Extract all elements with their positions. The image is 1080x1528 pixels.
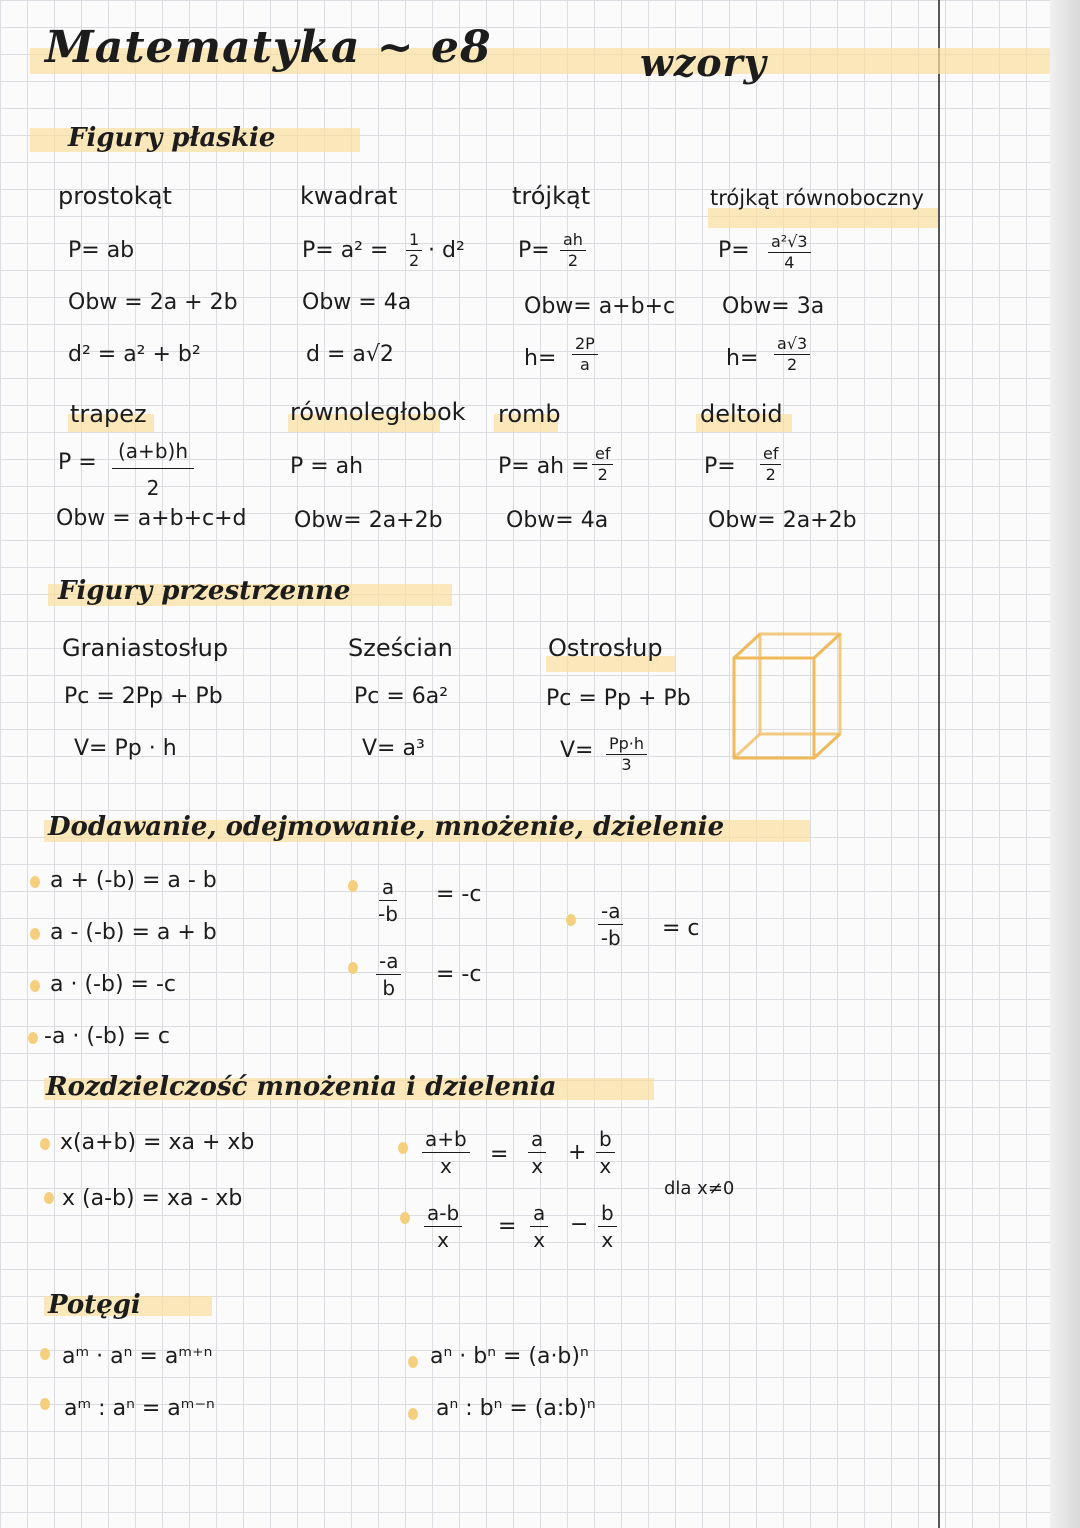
bullet-dot <box>28 1032 38 1044</box>
figure-name-rectangle: prostokąt <box>58 182 172 210</box>
division-eq-1: = <box>490 1142 509 1167</box>
rectangle-perimeter: Obw = 2a + 2b <box>68 290 238 315</box>
margin-line <box>938 0 940 1528</box>
section-heading-plane: Figury płaskie <box>68 123 276 153</box>
triangle-area: P= <box>518 238 550 263</box>
pyramid-volume: V= <box>560 738 594 763</box>
pyramid-volume-fraction: $\frac{Pp\cdot h}{3}$ <box>606 736 647 773</box>
division-part-b-2: $\frac{b}{x}$ <box>598 1202 617 1251</box>
distributive-rule-2: x (a-b) = xa - xb <box>62 1186 243 1211</box>
division-eq-2: = <box>498 1214 517 1239</box>
section-heading-distributive: Rozdzielczość mnożenia i dzielenia <box>46 1072 557 1102</box>
arith-rule-3: a · (-b) = -c <box>50 972 176 997</box>
arith-rule-1: a + (-b) = a - b <box>50 868 217 893</box>
figure-name-equilateral: trójkąt równoboczny <box>710 186 924 210</box>
trapezoid-area: P = <box>58 450 97 475</box>
cube-edge <box>734 634 760 658</box>
figure-name-trapezoid: trapez <box>70 400 147 428</box>
power-rule-3: aⁿ · bⁿ = (a·b)ⁿ <box>430 1344 589 1369</box>
section-heading-solid: Figury przestrzenne <box>58 576 351 606</box>
division-minus: − <box>570 1212 589 1237</box>
name-highlight <box>708 208 938 228</box>
rectangle-area: P= ab <box>68 238 135 263</box>
bullet-dot <box>44 1192 54 1204</box>
trapezoid-area-fraction: $\frac{(a+b)h}{2}$ <box>112 440 194 499</box>
page-edge <box>1050 0 1080 1528</box>
kite-area-fraction: $\frac{ef}{2}$ <box>760 446 781 483</box>
triangle-height-fraction: $\frac{2P}{a}$ <box>572 336 598 373</box>
division-condition: dla x≠0 <box>664 1178 735 1199</box>
figure-name-rhombus: romb <box>498 400 561 428</box>
bullet-dot <box>40 1398 50 1410</box>
power-rule-2: aᵐ : aⁿ = aᵐ⁻ⁿ <box>64 1396 215 1421</box>
figure-name-pyramid: Ostrosłup <box>548 634 663 662</box>
bullet-dot <box>400 1212 410 1224</box>
figure-name-triangle: trójkąt <box>512 182 591 210</box>
trapezoid-perimeter: Obw = a+b+c+d <box>56 506 247 531</box>
square-perimeter: Obw = 4a <box>302 290 412 315</box>
distributive-rule-1: x(a+b) = xa + xb <box>60 1130 255 1155</box>
division-part-a-1: $\frac{a}{x}$ <box>528 1128 546 1177</box>
cube-volume: V= a³ <box>362 736 425 761</box>
division-fraction-1: $\frac{a+b}{x}$ <box>422 1128 470 1177</box>
arith-fraction-2-result: = -c <box>436 962 482 987</box>
prism-volume: V= Pp · h <box>74 736 177 761</box>
power-rule-4: aⁿ : bⁿ = (a:b)ⁿ <box>436 1396 596 1421</box>
section-heading-arithmetic: Dodawanie, odejmowanie, mnożenie, dzielenie <box>48 812 725 842</box>
cube-edge <box>814 734 840 758</box>
arith-fraction-3-result: = c <box>662 916 700 941</box>
kite-perimeter: Obw= 2a+2b <box>708 508 857 533</box>
arith-fraction-1-result: = -c <box>436 882 482 907</box>
parallelogram-perimeter: Obw= 2a+2b <box>294 508 443 533</box>
equilateral-area-fraction: $\frac{\text{a²√3}}{4}$ <box>768 234 811 271</box>
triangle-perimeter: Obw= a+b+c <box>524 294 676 319</box>
cube-front-face <box>734 658 814 758</box>
rhombus-area-fraction: $\frac{ef}{2}$ <box>592 446 613 483</box>
prism-surface: Pc = 2Pp + Pb <box>64 684 223 709</box>
square-area: P= a² = <box>302 238 389 263</box>
power-rule-1: aᵐ · aⁿ = aᵐ⁺ⁿ <box>62 1344 213 1369</box>
rhombus-area: P= ah = <box>498 454 590 479</box>
bullet-dot <box>398 1142 408 1154</box>
arith-rule-4: -a · (-b) = c <box>44 1024 170 1049</box>
bullet-dot <box>30 928 40 940</box>
bullet-dot <box>566 914 576 926</box>
arith-fraction-2: $\frac{-a}{b}$ <box>376 950 401 999</box>
triangle-height: h= <box>524 346 557 371</box>
figure-name-prism: Graniastosłup <box>62 634 229 662</box>
rhombus-perimeter: Obw= 4a <box>506 508 609 533</box>
cube-back-face <box>760 634 840 734</box>
pyramid-surface: Pc = Pp + Pb <box>546 686 691 711</box>
page-title: Matematyka ~ e8 <box>45 22 492 73</box>
arith-rule-2: a - (-b) = a + b <box>50 920 217 945</box>
bullet-dot <box>40 1138 50 1150</box>
page-subtitle: wzory <box>640 40 767 85</box>
section-heading-powers: Potęgi <box>48 1290 141 1320</box>
cube-edge <box>814 634 840 658</box>
square-area-diagonal: · d² <box>428 238 465 263</box>
cube-surface: Pc = 6a² <box>354 684 449 709</box>
square-area-fraction: $\frac{1}{2}$ <box>406 232 422 269</box>
division-plus: + <box>568 1140 587 1165</box>
rectangle-diagonal: d² = a² + b² <box>68 342 201 367</box>
equilateral-height-fraction: $\frac{a√3}{2}$ <box>774 336 810 373</box>
cube-drawing <box>726 628 844 766</box>
equilateral-area: P= <box>718 238 750 263</box>
arith-fraction-3: $\frac{-a}{-b}$ <box>598 900 623 949</box>
equilateral-perimeter: Obw= 3a <box>722 294 825 319</box>
division-part-b-1: $\frac{b}{x}$ <box>596 1128 615 1177</box>
square-diagonal: d = a√2 <box>306 342 394 367</box>
kite-area: P= <box>704 454 736 479</box>
figure-name-kite: deltoid <box>700 400 783 428</box>
bullet-dot <box>30 876 40 888</box>
figure-name-parallelogram: równoległobok <box>290 398 466 426</box>
bullet-dot <box>30 980 40 992</box>
cube-edge <box>734 734 760 758</box>
figure-name-cube: Sześcian <box>348 634 453 662</box>
bullet-dot <box>348 962 358 974</box>
division-fraction-2: $\frac{a-b}{x}$ <box>424 1202 462 1251</box>
figure-name-square: kwadrat <box>300 182 398 210</box>
equilateral-height: h= <box>726 346 759 371</box>
division-part-a-2: $\frac{a}{x}$ <box>530 1202 548 1251</box>
bullet-dot <box>348 880 358 892</box>
parallelogram-area: P = ah <box>290 454 364 479</box>
arith-fraction-1: $\frac{a}{-b}$ <box>378 875 398 926</box>
bullet-dot <box>408 1408 418 1420</box>
bullet-dot <box>408 1356 418 1368</box>
triangle-area-fraction: $\frac{ah}{2}$ <box>560 232 586 269</box>
bullet-dot <box>40 1348 50 1360</box>
